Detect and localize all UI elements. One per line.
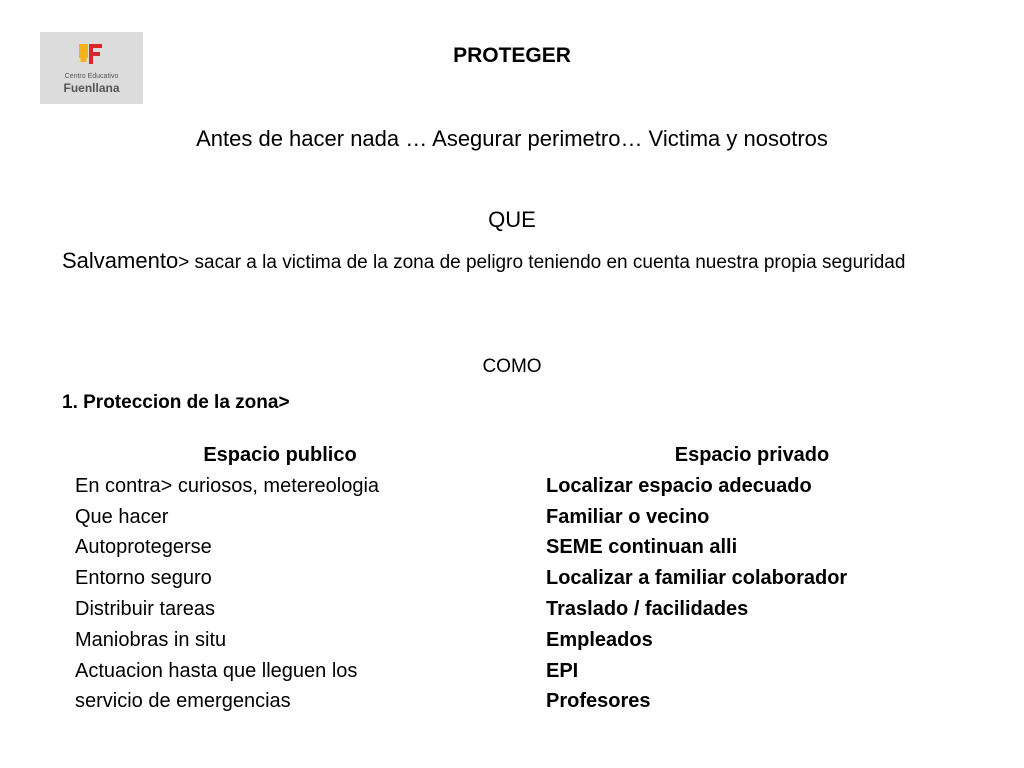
list-item: Actuacion hasta que lleguen los	[75, 659, 358, 682]
list-item: Distribuir tareas	[75, 597, 216, 620]
proteccion-heading: 1. Proteccion de la zona>	[62, 392, 290, 413]
list-item: Que hacer	[75, 505, 169, 528]
list-item: Profesores	[546, 690, 651, 713]
list-item: Entorno seguro	[75, 567, 212, 590]
espacio-publico-heading: Espacio publico	[203, 444, 357, 466]
list-item: Familiar o vecino	[546, 505, 710, 528]
logo-text-line2: Fuenllana	[63, 81, 120, 95]
list-item: En contra> curiosos, metereologia	[75, 474, 380, 497]
salvamento-paragraph	[62, 247, 1000, 277]
section-heading-como: COMO	[482, 356, 542, 377]
list-item: SEME continuan alli	[546, 536, 738, 559]
espacio-privado-heading: Espacio privado	[674, 444, 830, 466]
list-item: Localizar a familiar colaborador	[546, 567, 848, 590]
subtitle: Antes de hacer nada … Asegurar perimetro… Victima y nosotros	[196, 126, 828, 151]
logo-text-line1: Centro Educativo	[64, 73, 119, 80]
list-item: Traslado / facilidades	[546, 597, 749, 620]
list-item: servicio de emergencias	[75, 690, 291, 713]
salvamento-term: Salvamento	[62, 248, 179, 273]
list-item: EPI	[546, 659, 579, 682]
section-heading-que: QUE	[488, 207, 536, 232]
espacio-privado-list	[546, 471, 966, 717]
list-item: Maniobras in situ	[75, 628, 227, 651]
page-title: PROTEGER	[453, 44, 571, 67]
espacio-publico-list	[75, 471, 495, 717]
espacio-privado-column	[546, 440, 966, 717]
list-item: Empleados	[546, 628, 653, 651]
list-item: Localizar espacio adecuado	[546, 474, 812, 497]
espacio-publico-column	[75, 440, 495, 717]
salvamento-text: > sacar a la victima de la zona de peligro teniendo en cuenta nuestra propia seguridad	[178, 252, 906, 273]
list-item: Autoprotegerse	[75, 536, 212, 559]
